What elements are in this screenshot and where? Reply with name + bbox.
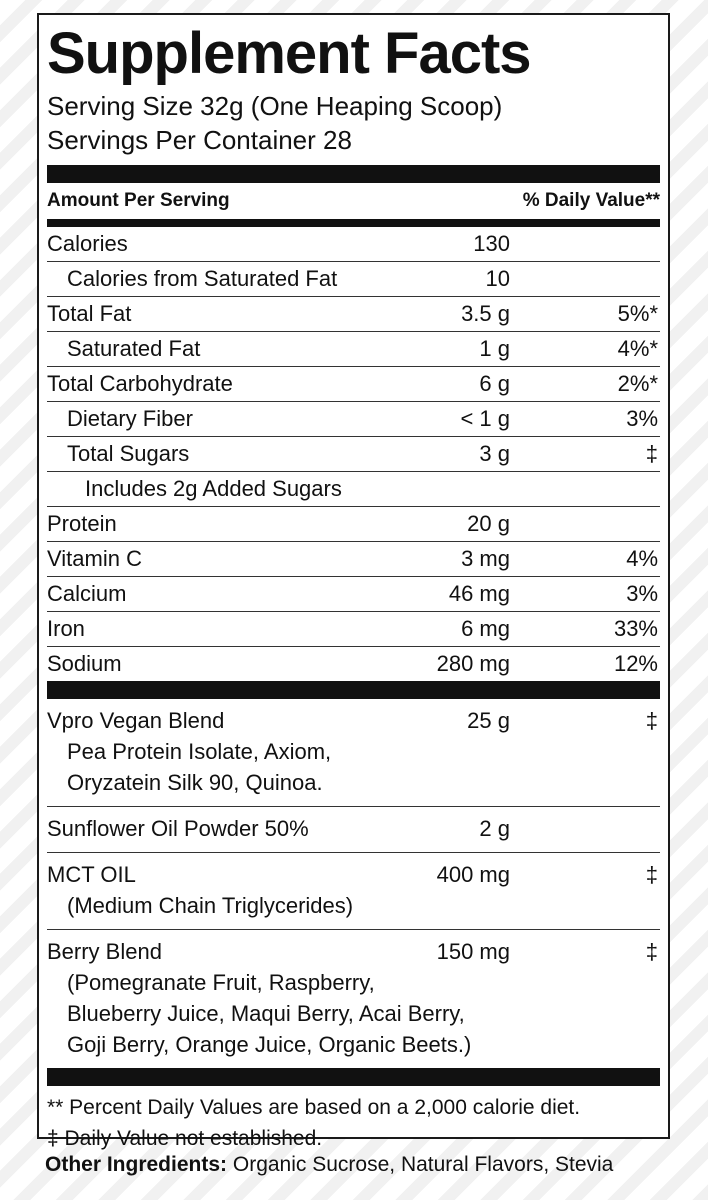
nutrient-amount: 3.5 g: [461, 301, 510, 326]
servings-per-container: Servings Per Container 28: [47, 125, 352, 155]
nutrient-row: [47, 647, 660, 681]
nutrient-row: [47, 367, 660, 402]
nutrient-daily-value: 2%*: [617, 371, 658, 396]
other-ingredients-label: Other Ingredients:: [45, 1153, 228, 1176]
blend-row: [47, 853, 660, 930]
blend-detail: (Medium Chain Triglycerides): [67, 893, 354, 918]
blend-amount: 2 g: [479, 816, 510, 841]
nutrient-label: Protein: [47, 511, 117, 536]
panel-content: [47, 15, 660, 1154]
nutrient-amount: 130: [473, 231, 510, 256]
nutrient-amount: 3 g: [479, 441, 510, 466]
nutrient-amount: 20 g: [467, 511, 510, 536]
nutrient-row: [47, 297, 660, 332]
nutrient-daily-value: 3%: [626, 581, 658, 606]
footnotes: [47, 1086, 660, 1154]
other-ingredients-text: Organic Sucrose, Natural Flavors, Stevia: [227, 1153, 614, 1176]
nutrient-label: Total Sugars: [67, 441, 190, 466]
nutrient-row: [47, 227, 660, 262]
other-ingredients: [45, 1153, 613, 1177]
nutrient-row: [47, 262, 660, 297]
nutrient-label: Vitamin C: [47, 546, 142, 571]
blend-daily-value: ‡: [645, 862, 658, 887]
nutrient-label: Calories from Saturated Fat: [67, 266, 338, 291]
blend-detail: Goji Berry, Orange Juice, Organic Beets.): [67, 1032, 472, 1057]
blend-name: Berry Blend: [47, 939, 162, 964]
serving-size: Serving Size 32g (One Heaping Scoop): [47, 91, 503, 121]
footnote-not-established: ‡ Daily Value not established.: [47, 1127, 323, 1150]
nutrient-row: [47, 472, 660, 507]
nutrient-amount: 280 mg: [436, 651, 510, 676]
nutrient-daily-value: 3%: [626, 406, 658, 431]
blend-name: MCT OIL: [47, 862, 136, 887]
blend-row: [47, 699, 660, 807]
blend-amount: 150 mg: [436, 939, 510, 964]
thick-divider: [47, 681, 660, 699]
nutrient-daily-value: 33%: [613, 616, 658, 641]
nutrient-amount: 3 mg: [461, 546, 510, 571]
blend-detail: Oryzatein Silk 90, Quinoa.: [67, 770, 323, 795]
nutrient-label: Total Fat: [47, 301, 132, 326]
blend-detail: Pea Protein Isolate, Axiom,: [67, 739, 332, 764]
nutrient-row: [47, 332, 660, 367]
nutrient-row: [47, 577, 660, 612]
footnote-daily-values: ** Percent Daily Values are based on a 2,000 calorie diet.: [47, 1096, 581, 1119]
supplement-facts-panel: [37, 13, 670, 1150]
nutrient-label: Calcium: [47, 581, 127, 606]
nutrient-row: [47, 402, 660, 437]
blend-daily-value: ‡: [645, 939, 658, 964]
thick-divider: [47, 165, 660, 183]
nutrient-row: [47, 612, 660, 647]
panel-title: Supplement Facts: [47, 21, 531, 86]
blend-amount: 25 g: [467, 708, 510, 733]
amount-per-serving-header: Amount Per Serving: [47, 190, 230, 211]
medium-divider: [47, 219, 660, 227]
nutrient-daily-value: 4%: [626, 546, 658, 571]
blend-table: [47, 699, 660, 1068]
nutrient-label: Saturated Fat: [67, 336, 201, 361]
blend-daily-value: ‡: [645, 708, 658, 733]
nutrient-daily-value: 5%*: [617, 301, 658, 326]
blend-row: [47, 807, 660, 853]
nutrient-amount: 1 g: [479, 336, 510, 361]
nutrient-daily-value: 4%*: [617, 336, 658, 361]
blend-detail: (Pomegranate Fruit, Raspberry,: [67, 970, 375, 995]
nutrient-daily-value: ‡: [645, 441, 658, 466]
nutrient-row: [47, 542, 660, 577]
nutrient-amount: 10: [485, 266, 510, 291]
column-header: [47, 183, 660, 219]
daily-value-header: % Daily Value**: [522, 190, 660, 211]
nutrient-label: Total Carbohydrate: [47, 371, 233, 396]
nutrient-amount: 6 g: [479, 371, 510, 396]
nutrient-amount: 46 mg: [448, 581, 510, 606]
nutrient-label: Calories: [47, 231, 128, 256]
nutrient-label: Includes 2g Added Sugars: [85, 476, 342, 501]
nutrient-row: [47, 437, 660, 472]
nutrient-amount: < 1 g: [460, 406, 510, 431]
nutrient-table: [47, 227, 660, 681]
nutrient-daily-value: 12%: [613, 651, 658, 676]
blend-name: Vpro Vegan Blend: [47, 708, 225, 733]
nutrient-label: Iron: [47, 616, 85, 641]
blend-amount: 400 mg: [436, 862, 510, 887]
nutrient-label: Dietary Fiber: [67, 406, 193, 431]
nutrient-row: [47, 507, 660, 542]
nutrient-amount: 6 mg: [461, 616, 510, 641]
blend-name: Sunflower Oil Powder 50%: [47, 816, 309, 841]
blend-detail: Blueberry Juice, Maqui Berry, Acai Berry,: [67, 1001, 465, 1026]
thick-divider: [47, 1068, 660, 1086]
nutrient-label: Sodium: [47, 651, 122, 676]
blend-row: [47, 930, 660, 1068]
